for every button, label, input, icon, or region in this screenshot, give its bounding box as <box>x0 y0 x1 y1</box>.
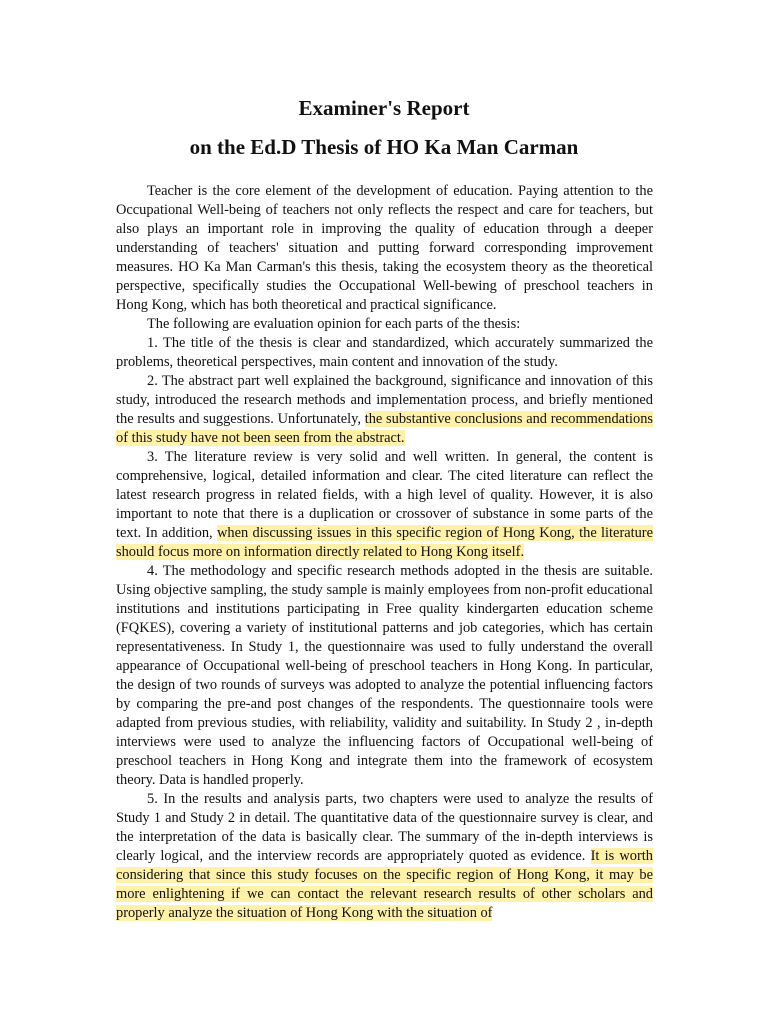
paragraph-point-5 <box>116 790 653 923</box>
paragraph-text: Teacher is the core element of the development of education. Paying attention to the Occupational Well-being of teachers not only reflects the respect and care for teachers, but also plays an important role in improving the quality of education through a deeper understanding of teachers' situation and putting forward corresponding improvement measures. HO Ka Man Carman's this thesis, taking the ecosystem theory as the theoretical perspective, specifically studies the Occupational Well-bewing of preschool teachers in Hong Kong, which has both theoretical and practical significance. <box>116 183 653 313</box>
paragraph-evaluation-lead <box>116 315 653 334</box>
report-title <box>0 92 768 163</box>
paragraph-text: 2. The abstract part well explained the background, significance and innovation of this study, introduced the research methods and implementation process, and briefly mentioned the results and suggestions. Unfortunately, <box>116 373 653 427</box>
paragraph-text: 5. In the results and analysis parts, two chapters were used to analyze the results of Study 1 and Study 2 in detail. The quantitative data of the questionnaire survey is clear, and the interpretation of the data is basically clear. The summary of the in-depth interviews is clearly logical, and the interview records are appropriately quoted as evidence. <box>116 791 653 864</box>
paragraph-point-3 <box>116 448 653 562</box>
highlighted-text: It is worth considering that since this study focuses on the specific region of Hong Kong, it may be more enlightening if we can contact the relevant research results of other scholars and properly analyze the situation of Hong Kong with the situation of <box>116 848 653 921</box>
paragraph-point-4 <box>116 562 653 790</box>
highlighted-text: when discussing issues in this specific region of Hong Kong, the literature should focus more on information directly related to Hong Kong itself. <box>116 525 653 560</box>
paragraph-intro <box>116 182 653 315</box>
report-title-line1: Examiner's Report <box>298 96 470 120</box>
report-title-line2: on the Ed.D Thesis of HO Ka Man Carman <box>189 135 579 159</box>
paragraph-point-2 <box>116 372 653 448</box>
highlighted-text: the substantive conclusions and recommendations of this study have not been seen from the abstract. <box>116 411 654 446</box>
paragraph-text: 4. The methodology and specific research methods adopted in the thesis are suitable. Using objective sampling, the study sample is mainly employees from non-profit educational institutions and institutions participating in Free quality kindergarten education scheme (FQKES), covering a variety of institutional patterns and job categories, which has certain representativeness. In Study 1, the questionnaire was used to fully understand the overall appearance of Occupational well-being of preschool teachers in Hong Kong. In particular, the design of two rounds of surveys was adopted to analyze the potential influencing factors by comparing the pre-and post changes of the respondents. The questionnaire tools were adapted from previous studies, with reliability, validity and suitability. In Study 2 , in-depth interviews were used to analyze the influencing factors of Occupational well-being of preschool teachers in Hong Kong and integrate them into the framework of ecosystem theory. Data is handled properly. <box>116 563 653 788</box>
paragraph-text: The following are evaluation opinion for each parts of the thesis: <box>147 316 521 332</box>
paragraph-text: 1. The title of the thesis is clear and standardized, which accurately summarized the problems, theoretical perspectives, main content and innovation of the study. <box>116 335 653 370</box>
report-body <box>116 182 653 923</box>
paragraph-text: 3. The literature review is very solid and well written. In general, the content is comprehensive, logical, detailed information and clear. The cited literature can reflect the latest research progress in related fields, with a high level of quality. However, it is also important to note that there is a duplication or crossover of substance in some parts of the text. In addition, <box>116 449 653 541</box>
paragraph-point-1 <box>116 334 653 372</box>
